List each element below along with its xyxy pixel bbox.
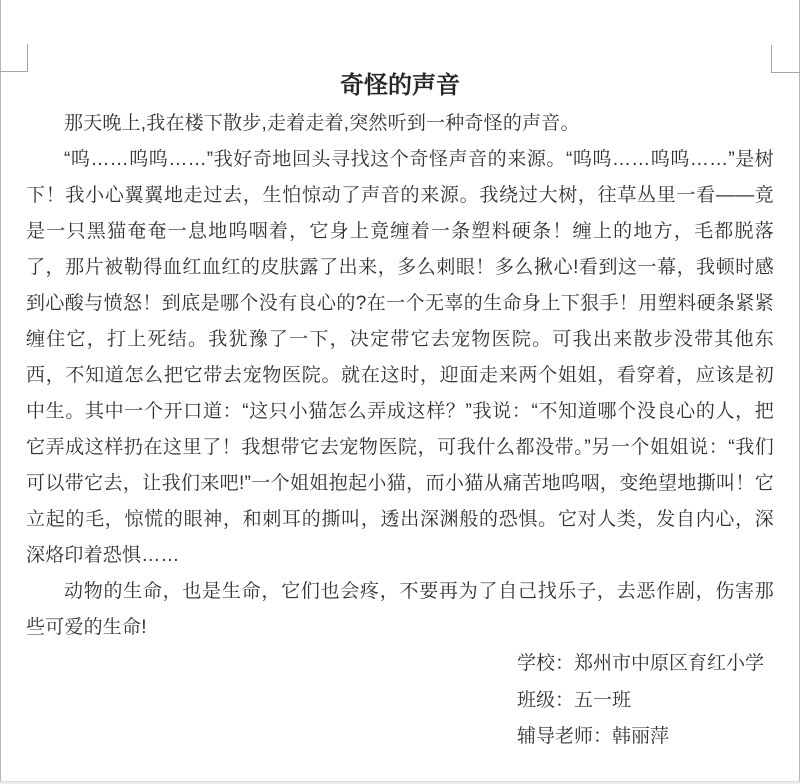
crop-mark-top-left-horizontal xyxy=(0,71,28,72)
essay-paragraph-1: 那天晚上,我在楼下散步,走着走着,突然听到一种奇怪的声音。 xyxy=(64,113,580,134)
essay-title: 奇怪的声音 xyxy=(340,72,460,99)
essay-paragraph-3: 动物的生命，也是生命，它们也会疼，不要再为了自己找乐子，去恶作剧，伤害那些可爱的生命! xyxy=(26,581,774,638)
crop-mark-top-right-horizontal xyxy=(771,72,800,73)
essay-body xyxy=(26,66,774,756)
essay-paragraph-2: “呜……呜呜……”我好奇地回头寻找这个奇怪声音的来源。“呜呜……呜呜……”是树下！我小心翼翼地走过去，生怕惊动了声音的来源。我绕过大树，往草丛里一看——竟是一只黑猫奄奄一息地呜咽着，它身上竟缠着一条塑料硬条！缠上的地方，毛都脱落了，那片被勒得血红血红的皮肤露了出来，多么刺眼！多么揪心!看到这一幕，我顿时感到心酸与愤怒！到底是哪个没有良心的?在一个无辜的生命身上下狠手！用塑料硬条紧紧缠住它，打上死结。我犹豫了一下，决定带它去宠物医院。可我出来散步没带其他东西，不知道怎么把它带去宠物医院。就在这时，迎面走来两个姐姐，看穿着，应该是初中生。其中一个开口道：“这只小猫怎么弄成这样？”我说：“不知道哪个没良心的人，把它弄成这样扔在这里了！我想带它去宠物医院，可我什么都没带。”另一个姐姐说：“我们可以带它去，让我们来吧!”一个姐姐抱起小猫，而小猫从痛苦地呜咽，变绝望地撕叫！它立起的毛，惊慌的眼神，和刺耳的撕叫，透出深渊般的恐惧。它对人类，发自内心，深深烙印着恐惧…… xyxy=(26,149,774,566)
page-left-edge xyxy=(0,0,1,781)
signature-class: 班级：五一班 xyxy=(517,689,632,711)
signature-school: 学校：郑州市中原区育红小学 xyxy=(517,653,765,674)
signature-teacher: 辅导老师：韩丽萍 xyxy=(517,726,670,747)
signature-block xyxy=(26,646,774,756)
